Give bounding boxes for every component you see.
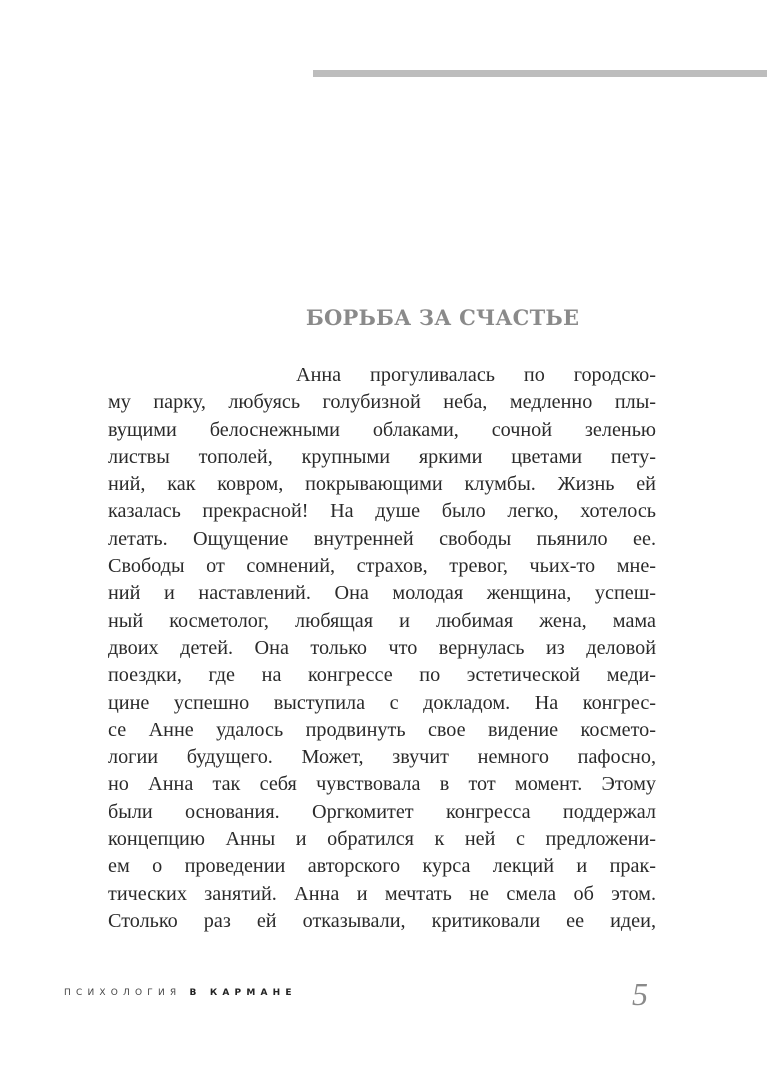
text-line: се Анне удалось продвинуть свое видение космето-	[108, 718, 656, 741]
text-line: казалась прекрасной! На душе было легко, хотелось	[108, 500, 656, 523]
text-line: логии будущего. Может, звучит немного пафосно,	[108, 746, 656, 769]
text-line: но Анна так себя чувствовала в тот момент. Этому	[108, 773, 656, 796]
text-line: ний и наставлений. Она молодая женщина, успеш-	[108, 582, 656, 605]
text-line: ный косметолог, любящая и любимая жена, мама	[108, 609, 656, 632]
text-line: летать. Ощущение внутренней свободы пьянило ее.	[108, 527, 656, 550]
text-line: двоих детей. Она только что вернулась из деловой	[108, 636, 656, 659]
text-line: вущими белоснежными облаками, сочной зеленью	[108, 418, 656, 441]
text-line: концепцию Анны и обратился к ней с предложени-	[108, 828, 656, 851]
text-line: Свободы от сомнений, страхов, тревог, чьих-то мне-	[108, 555, 656, 578]
chapter-title: БОРЬБА ЗА СЧАСТЬЕ	[305, 305, 580, 330]
series-name-bold: В КАРМАНЕ	[189, 988, 297, 998]
series-name: ПСИХОЛОГИЯ	[64, 988, 182, 998]
text-line: Анна прогуливалась по городско-	[296, 364, 656, 386]
header-rule	[313, 70, 767, 77]
running-footer	[64, 988, 297, 998]
text-line: листвы тополей, крупными яркими цветами пету-	[108, 445, 656, 468]
text-line: были основания. Оргкомитет конгресса поддержал	[108, 800, 656, 823]
text-line: тических занятий. Анна и мечтать не смела об этом.	[108, 882, 656, 905]
text-line: ний, как ковром, покрывающими клумбы. Жизнь ей	[108, 473, 656, 496]
text-line: ем о проведении авторского курса лекций и прак-	[108, 855, 656, 878]
text-line: цине успешно выступила с докладом. На конгрес-	[108, 691, 656, 714]
page-number: 5	[632, 976, 648, 1012]
body-text	[108, 362, 656, 935]
text-line: му парку, любуясь голубизной неба, медленно плы-	[108, 391, 656, 414]
text-line: поездки, где на конгрессе по эстетической меди-	[108, 664, 656, 687]
text-line: Столько раз ей отказывали, критиковали ее идеи,	[108, 909, 656, 932]
